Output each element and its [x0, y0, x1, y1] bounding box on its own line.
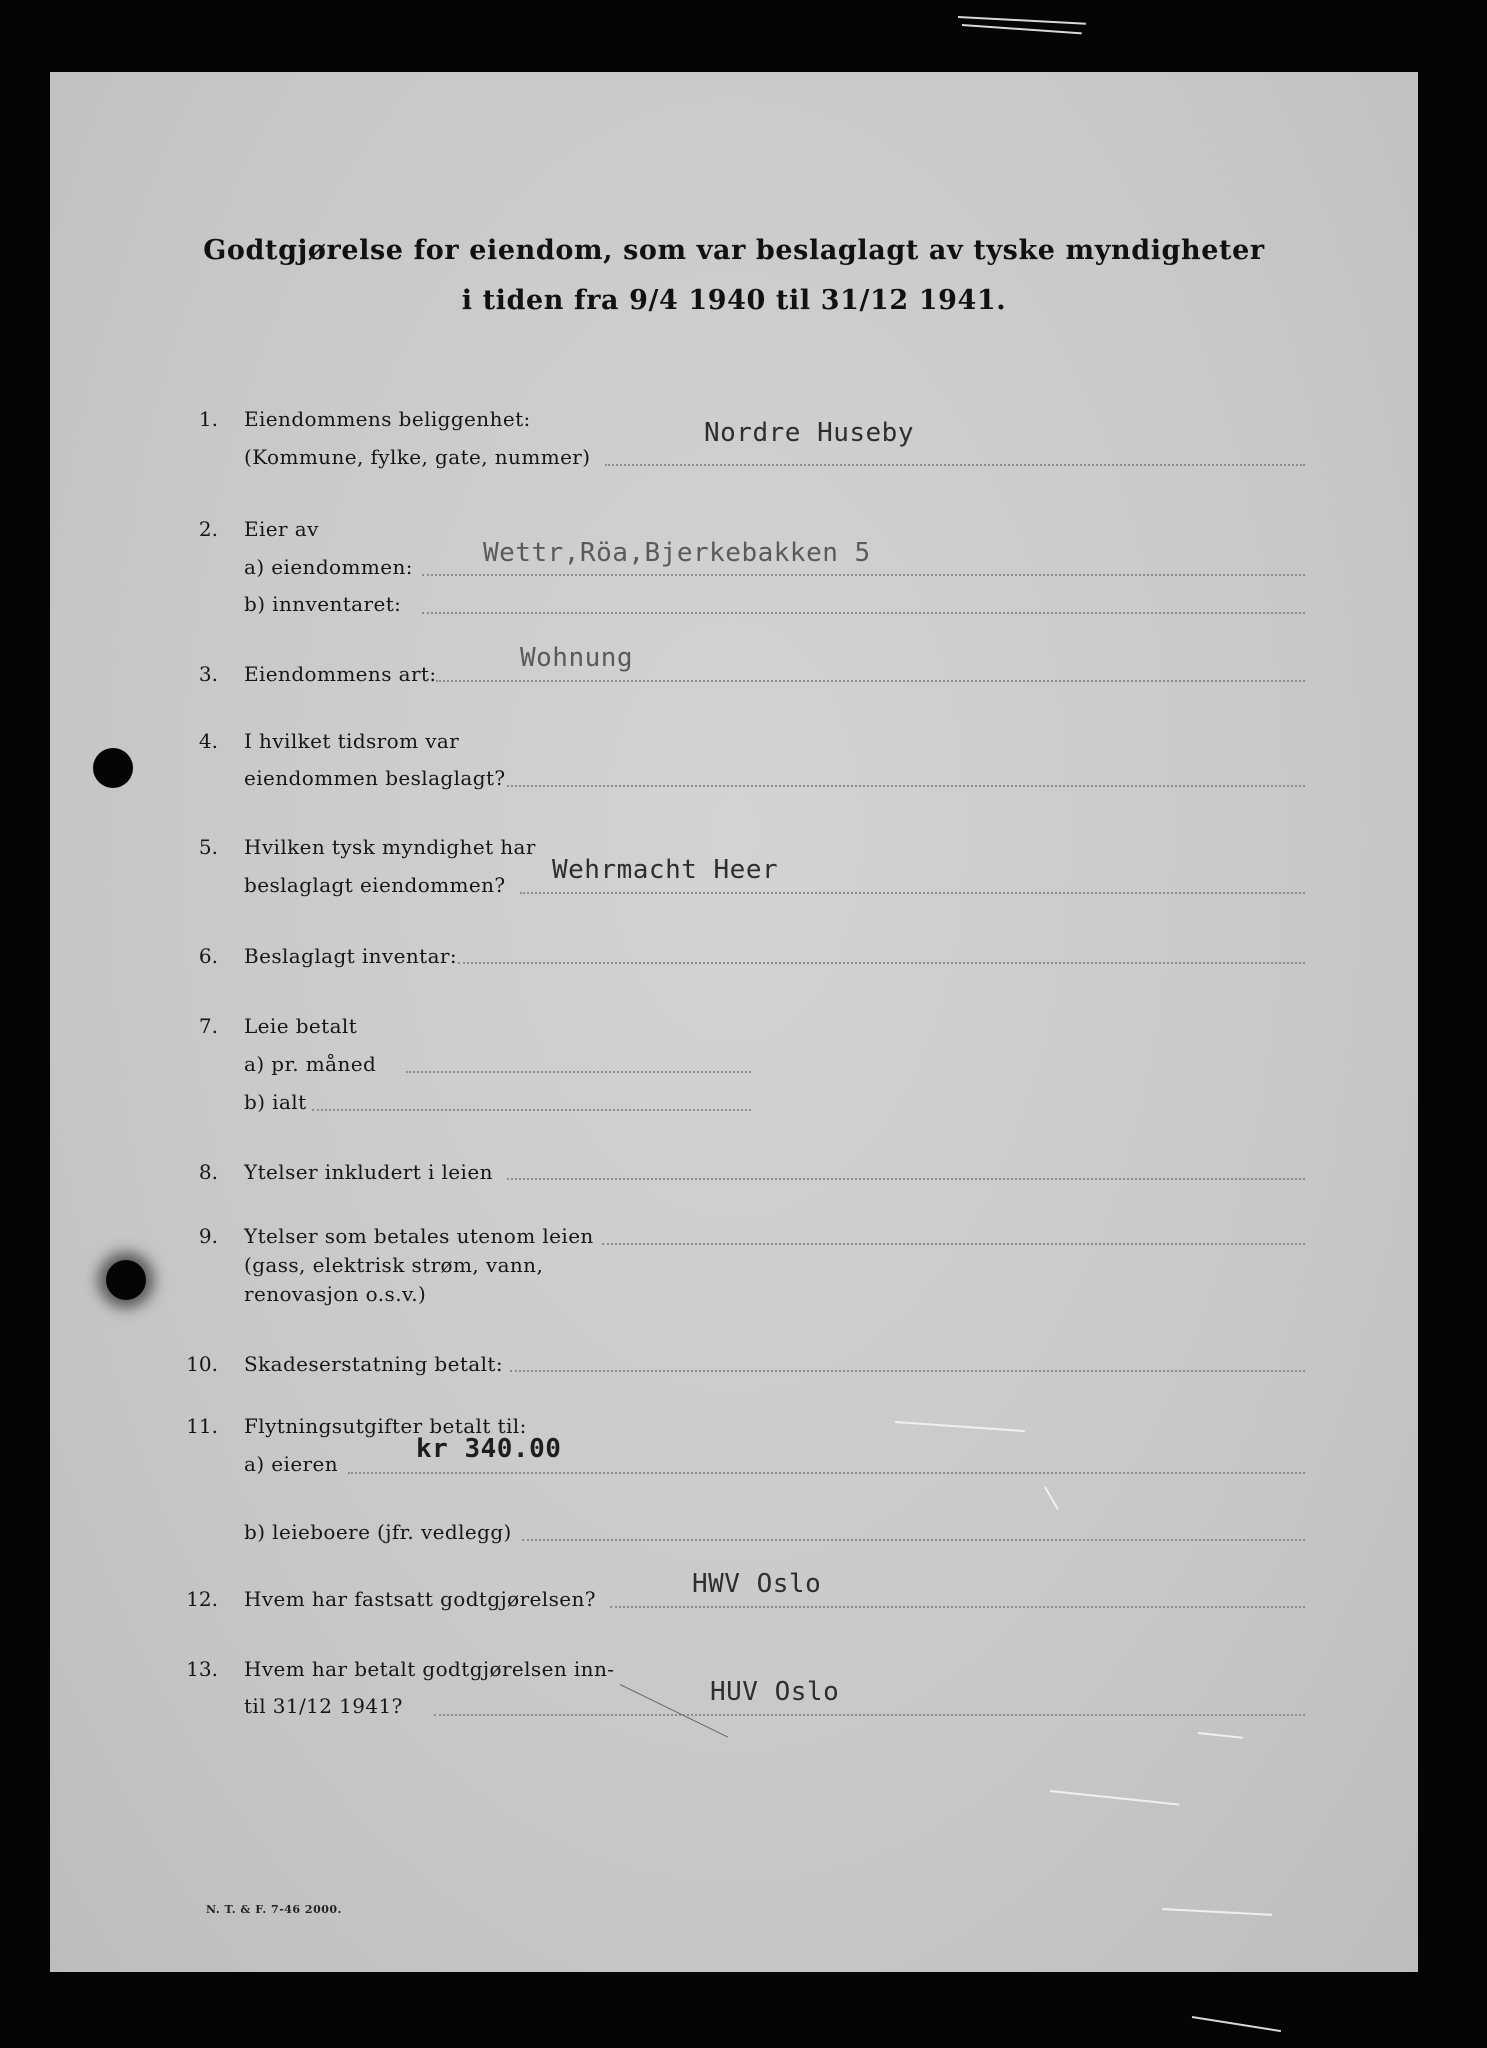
field-sublabel: renovasjon o.s.v.): [244, 1282, 427, 1306]
field-label: Eier av: [244, 517, 319, 541]
field-label: I hvilket tidsrom var: [244, 729, 460, 753]
answer-line: [458, 962, 1305, 964]
item-number: 4.: [198, 729, 218, 753]
field-sublabel: b) innventaret:: [244, 592, 402, 616]
item-number: 6.: [198, 944, 218, 968]
item-number: 9.: [198, 1224, 218, 1248]
item-number: 11.: [186, 1414, 218, 1438]
item-number: 7.: [198, 1014, 218, 1038]
answer-line: [348, 1472, 1305, 1474]
answer-property-type: Wohnung: [520, 643, 634, 673]
field-sublabel: b) leieboere (jfr. vedlegg): [244, 1520, 512, 1544]
answer-line: [522, 1539, 1305, 1541]
field-sublabel: beslaglagt eiendommen?: [244, 873, 506, 897]
item-number: 13.: [186, 1657, 218, 1681]
answer-line: [610, 1606, 1305, 1608]
field-label: Hvem har betalt godtgjørelsen inn-: [244, 1657, 615, 1681]
field-label: Ytelser som betales utenom leien: [244, 1224, 594, 1248]
field-label: Hvem har fastsatt godtgjørelsen?: [244, 1587, 596, 1611]
form-footer-code: N. T. & F. 7-46 2000.: [206, 1903, 342, 1916]
answer-location: Nordre Huseby: [704, 418, 914, 448]
answer-owner: Wettr,Röa,Bjerkebakken 5: [483, 538, 871, 568]
field-label: Eiendommens beliggenhet:: [244, 407, 531, 431]
answer-line: [510, 1370, 1305, 1372]
paper-scratch: [1198, 1732, 1243, 1739]
form-sheet: [50, 72, 1418, 1972]
field-sublabel: a) pr. måned: [244, 1052, 377, 1076]
form-title-line1: Godtgjørelse for eiendom, som var beslaglagt av tyske myndigheter: [203, 235, 1265, 266]
field-label: Hvilken tysk myndighet har: [244, 835, 536, 859]
answer-line: [422, 574, 1305, 576]
item-number: 10.: [186, 1352, 218, 1376]
paper-scratch: [895, 1421, 1025, 1432]
punch-hole: [106, 1260, 146, 1300]
item-number: 8.: [198, 1160, 218, 1184]
answer-line: [605, 464, 1305, 466]
field-sublabel: (Kommune, fylke, gate, nummer): [244, 445, 591, 469]
field-sublabel: til 31/12 1941?: [244, 1694, 403, 1718]
field-label: Flytningsutgifter betalt til:: [244, 1414, 527, 1438]
item-number: 12.: [186, 1587, 218, 1611]
scan-scratch: [1192, 2016, 1281, 2032]
item-number: 2.: [198, 517, 218, 541]
field-label: Beslaglagt inventar:: [244, 944, 457, 968]
field-sublabel: b) ialt: [244, 1090, 307, 1114]
scan-scratch: [962, 24, 1082, 34]
field-label: Eiendommens art:: [244, 662, 437, 686]
field-label: Ytelser inkludert i leien: [244, 1160, 493, 1184]
answer-moving-cost: kr 340.00: [416, 1434, 562, 1464]
field-sublabel: eiendommen beslaglagt?: [244, 766, 506, 790]
field-sublabel: a) eieren: [244, 1452, 339, 1476]
answer-line: [422, 612, 1305, 614]
answer-line: [406, 1071, 751, 1073]
answer-line: [312, 1109, 751, 1111]
answer-authority: Wehrmacht Heer: [552, 855, 779, 885]
answer-line: [602, 1243, 1305, 1245]
answer-line: [434, 1714, 1305, 1716]
item-number: 5.: [198, 835, 218, 859]
answer-line: [520, 892, 1305, 894]
answer-line: [436, 680, 1305, 682]
item-number: 3.: [198, 662, 218, 686]
field-label: Skadeserstatning betalt:: [244, 1352, 503, 1376]
answer-paid-by: HUV Oslo: [710, 1677, 840, 1707]
punch-hole: [93, 748, 133, 788]
scan-scratch: [958, 16, 1086, 25]
item-number: 1.: [198, 407, 218, 431]
field-sublabel: (gass, elektrisk strøm, vann,: [244, 1253, 544, 1277]
answer-line: [507, 1178, 1305, 1180]
paper-scratch: [1162, 1908, 1272, 1916]
answer-line: [507, 785, 1305, 787]
form-title-line2: i tiden fra 9/4 1940 til 31/12 1941.: [461, 285, 1007, 316]
answer-determined-by: HWV Oslo: [692, 1569, 822, 1599]
paper-scratch: [1044, 1487, 1059, 1511]
field-sublabel: a) eiendommen:: [244, 555, 413, 579]
field-label: Leie betalt: [244, 1014, 358, 1038]
paper-scratch: [1050, 1790, 1179, 1806]
